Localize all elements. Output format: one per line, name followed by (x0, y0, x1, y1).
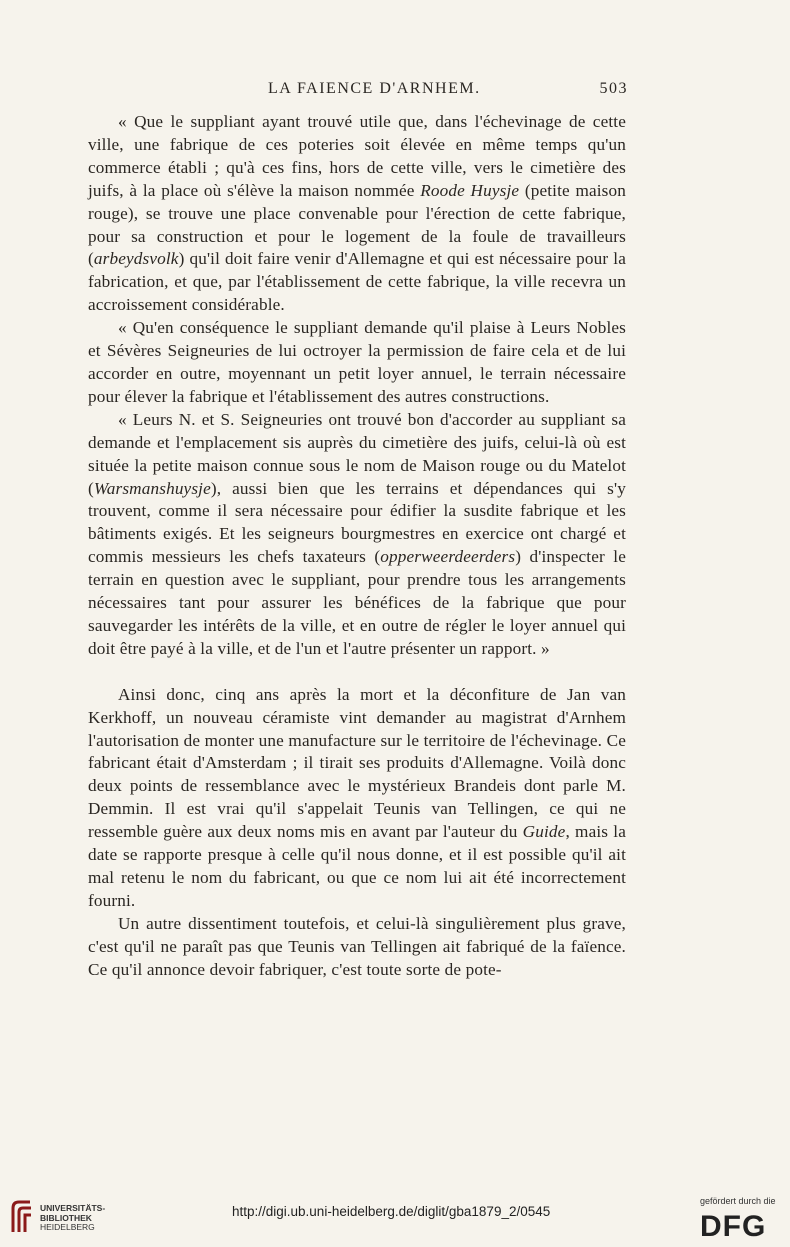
text-run: ) qu'il doit faire venir d'Allemagne et qui est nécessaire pour la fabrication, et que, par l'établissement de cette fabrique, la ville recevra un accroissement considérable. (88, 249, 626, 315)
running-title: LA FAIENCE D'ARNHEM. (268, 80, 481, 97)
text-run: ) d'inspecter le terrain en question avec le suppliant, pour prendre tous les arrangements nécessaires tant pour assurer les bénéfices de la fabrique que pour sauvegarder les intérêts de la ville, et en outre de régler le loyer annuel qui doit être payé à la ville, et de l'un et l'autre présenter un rapport. » (88, 547, 626, 658)
library-name-line: UNIVERSITÄTS- (40, 1203, 106, 1213)
italic-term: Warsmanshuysje (93, 478, 211, 498)
paragraph-p4 (88, 684, 626, 913)
text-run: Un autre dissentiment toutefois, et celui-là singulièrement plus grave, c'est qu'il ne paraît pas que Teunis van Tellingen ait fabriqué de la faïence. Ce qu'il annonce devoir fabriquer, c'est toute sorte de pote- (88, 913, 626, 979)
italic-term: Roode Huysje (420, 180, 520, 200)
university-library-logo-icon (10, 1200, 34, 1234)
funder-caption: gefördert durch die (700, 1196, 776, 1206)
footer-bar (0, 1190, 790, 1247)
paragraph-p5 (88, 913, 626, 982)
text-run: « Que le suppliant ayant trouvé utile que, dans l'échevinage de cette ville, une fabrique de ces poteries soit élevée en même temps qu'un commerce établi ; qu'à ces fins, hors de cette ville, vers le cimetière des juifs, à la place où s'élève la maison nommée (88, 112, 626, 200)
university-library-name (40, 1204, 105, 1233)
italic-term: Guide (522, 822, 566, 842)
library-name-line: HEIDELBERG (40, 1222, 95, 1232)
text-run: Ainsi donc, cinq ans après la mort et la déconfiture de Jan van Kerkhoff, un nouveau céramiste vint demander au magistrat d'Arnhem l'autorisation de monter une manufacture sur le territoire de l'échevinage. Ce fabricant était d'Amsterdam ; il tirait ses produits d'Allemagne. Voilà donc deux points de ressemblance avec le mystérieux Brandeis dont parle M. Demmin. Il est vrai qu'il s'appelait Teunis van Tellingen, ce qui ne ressemble guère aux deux noms mis en avant par l'auteur du (88, 684, 626, 842)
page-number: 503 (599, 80, 628, 97)
paragraph-p3 (88, 409, 626, 661)
text-run: , mais la date se rapporte presque à celle qu'il nous donne, et il est possible qu'il ait mal retenu le nom du fabricant, ou que ce nom lui ait été incorrectement fourni. (88, 822, 626, 910)
text-run: ), aussi bien que les terrains et dépendances qui s'y trouvent, comme il sera nécessaire pour édifier la susdite fabrique et les bâtiments exigés. Et les seigneurs bourgmestres en exercice ont chargé et commis messieurs les chefs taxateurs ( (88, 478, 626, 567)
body-text (88, 111, 626, 982)
italic-term: opperweerdeerders (380, 547, 516, 567)
library-name-line: BIBLIOTHEK (40, 1212, 92, 1223)
paragraph-p2 (88, 317, 626, 409)
italic-term: arbeydsvolk (93, 249, 179, 269)
paragraph-p1 (88, 111, 626, 317)
text-run: (petite maison rouge), se trouve une place convenable pour l'érection de cette fabrique, pour sa construction et pour le logement de la foule de travailleurs ( (88, 180, 626, 269)
dfg-logo: DFG (700, 1210, 767, 1243)
text-run: « Qu'en conséquence le suppliant demande qu'il plaise à Leurs Nobles et Sévères Seigneuries de lui octroyer la permission de faire cela et de lui accorder en outre, moyennant un petit loyer annuel, le terrain nécessaire pour élever la fabrique et l'établissement des autres constructions. (88, 318, 626, 406)
text-run: « Leurs N. et S. Seigneuries ont trouvé bon d'accorder au suppliant sa demande et l'emplacement sis auprès du cimetière des juifs, celui-là où est située la petite maison connue sous le nom de Maison rouge ou du Matelot ( (88, 409, 626, 498)
permalink-url[interactable]: http://digi.ub.uni-heidelberg.de/diglit/gba1879_2/0545 (232, 1204, 551, 1219)
